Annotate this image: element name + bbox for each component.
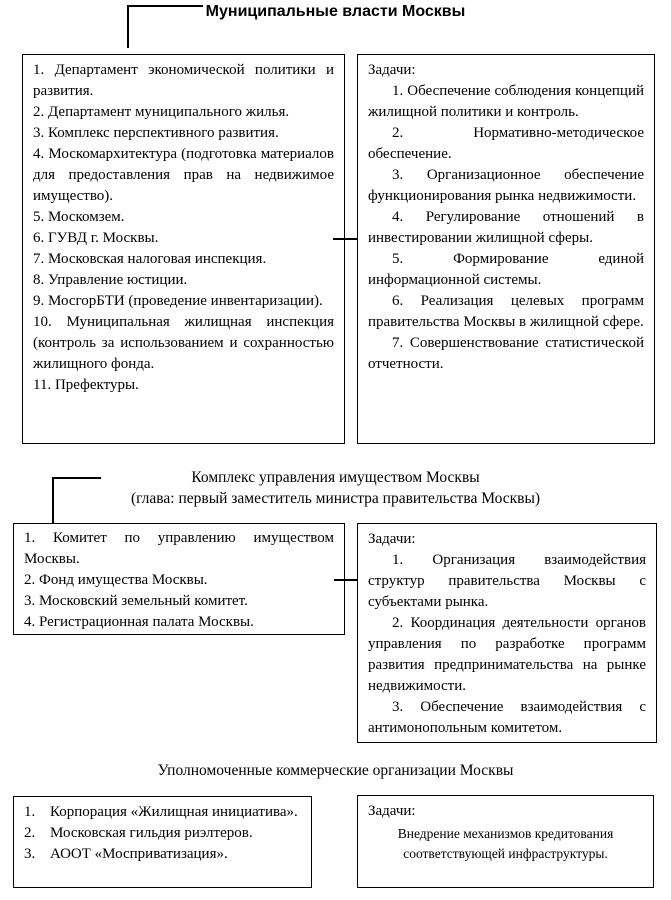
connector-title2-vertical	[52, 477, 54, 524]
list-item: 4. Москомархитектура (подготовка материалов для предоставления прав на недвижимое имущество).	[33, 146, 334, 204]
connector-title1-vertical	[127, 5, 129, 48]
list-item	[24, 823, 301, 844]
list-item: 6. Реализация целевых программ правительства Москвы в жилищной сфере.	[368, 293, 644, 330]
municipal-bodies-box	[22, 54, 345, 444]
list-item: 1. Организация взаимодействия структур правительства Москвы с субъектами рынка.	[368, 552, 646, 610]
list-item: 9. МосгорБТИ (проведение инвентаризации).	[33, 293, 323, 309]
list-item: 8. Управление юстиции.	[33, 272, 188, 288]
connector-municipal-boxes	[333, 238, 357, 240]
list-item: 2. Нормативно-методическое обеспечение.	[368, 125, 644, 162]
list-item	[24, 802, 301, 823]
section-title-text: Комплекс управления имуществом Москвы	[191, 469, 480, 486]
list-item: 1. Обеспечение соблюдения концепций жилищной политики и контроль.	[368, 83, 644, 120]
list-item: 3. Комплекс перспективного развития.	[33, 125, 279, 141]
list-item: 1. Департамент экономической политики и развития.	[33, 62, 334, 99]
list-item-text: АООТ «Мосприватизация».	[50, 846, 228, 862]
tasks-heading: Задачи:	[368, 62, 416, 78]
list-item	[24, 844, 301, 865]
connector-title1-horizontal	[127, 5, 203, 7]
list-item: 1. Комитет по управлению имуществом Москвы.	[24, 530, 334, 567]
list-item-number: 2.	[24, 825, 36, 841]
section-title-municipal: Муниципальные власти Москвы	[205, 3, 466, 20]
list-item-text: Корпорация «Жилищная инициатива».	[50, 804, 298, 820]
list-item-number: 3.	[24, 846, 36, 862]
section-subtitle-text: (глава: первый заместитель министра правительства Москвы)	[130, 490, 541, 507]
list-item: 2. Фонд имущества Москвы.	[24, 572, 208, 588]
tasks-note: Внедрение механизмов кредитования соответствующей инфраструктуры.	[397, 826, 614, 861]
list-item: 5. Москомзем.	[33, 209, 125, 225]
list-item: 11. Префектуры.	[33, 377, 139, 393]
list-item: 4. Регистрационная палата Москвы.	[24, 614, 254, 630]
list-item-text: Московская гильдия риэлтеров.	[50, 825, 253, 841]
property-tasks-box	[357, 523, 657, 743]
tasks-heading: Задачи:	[368, 803, 416, 819]
list-item: 4. Регулирование отношений в инвестировании жилищной сферы.	[368, 209, 644, 246]
list-item: 7. Московская налоговая инспекция.	[33, 251, 267, 267]
list-item: 3. Организационное обеспечение функционирования рынка недвижимости.	[368, 167, 644, 204]
connector-property-boxes	[334, 579, 358, 581]
commercial-tasks-box	[357, 795, 654, 888]
tasks-heading: Задачи:	[368, 531, 416, 547]
list-item-number: 1.	[24, 804, 36, 820]
list-item: 3. Обеспечение взаимодействия с антимонопольным комитетом.	[368, 699, 646, 736]
list-item: 2. Департамент муниципального жилья.	[33, 104, 290, 120]
list-item: 3. Московский земельный комитет.	[24, 593, 248, 609]
section-title-text: Уполномоченные коммерческие организации Москвы	[157, 762, 514, 779]
list-item: 5. Формирование единой информационной системы.	[368, 251, 644, 288]
list-item: 7. Совершенствование статистической отчетности.	[368, 335, 644, 372]
list-item: 6. ГУВД г. Москвы.	[33, 230, 159, 246]
property-bodies-box	[13, 523, 345, 635]
commercial-bodies-box	[13, 796, 312, 888]
list-item: 10. Муниципальная жилищная инспекция (контроль за использованием и сохранностью жилищного фонда.	[33, 314, 334, 372]
municipal-tasks-box	[357, 54, 655, 444]
section-title-commercial	[0, 760, 671, 781]
list-item: 2. Координация деятельности органов управления по разработке программ развития предпринимательства на рынке недвижимости.	[368, 615, 646, 694]
connector-title2-horizontal	[52, 477, 101, 479]
section-title-property	[0, 467, 671, 509]
